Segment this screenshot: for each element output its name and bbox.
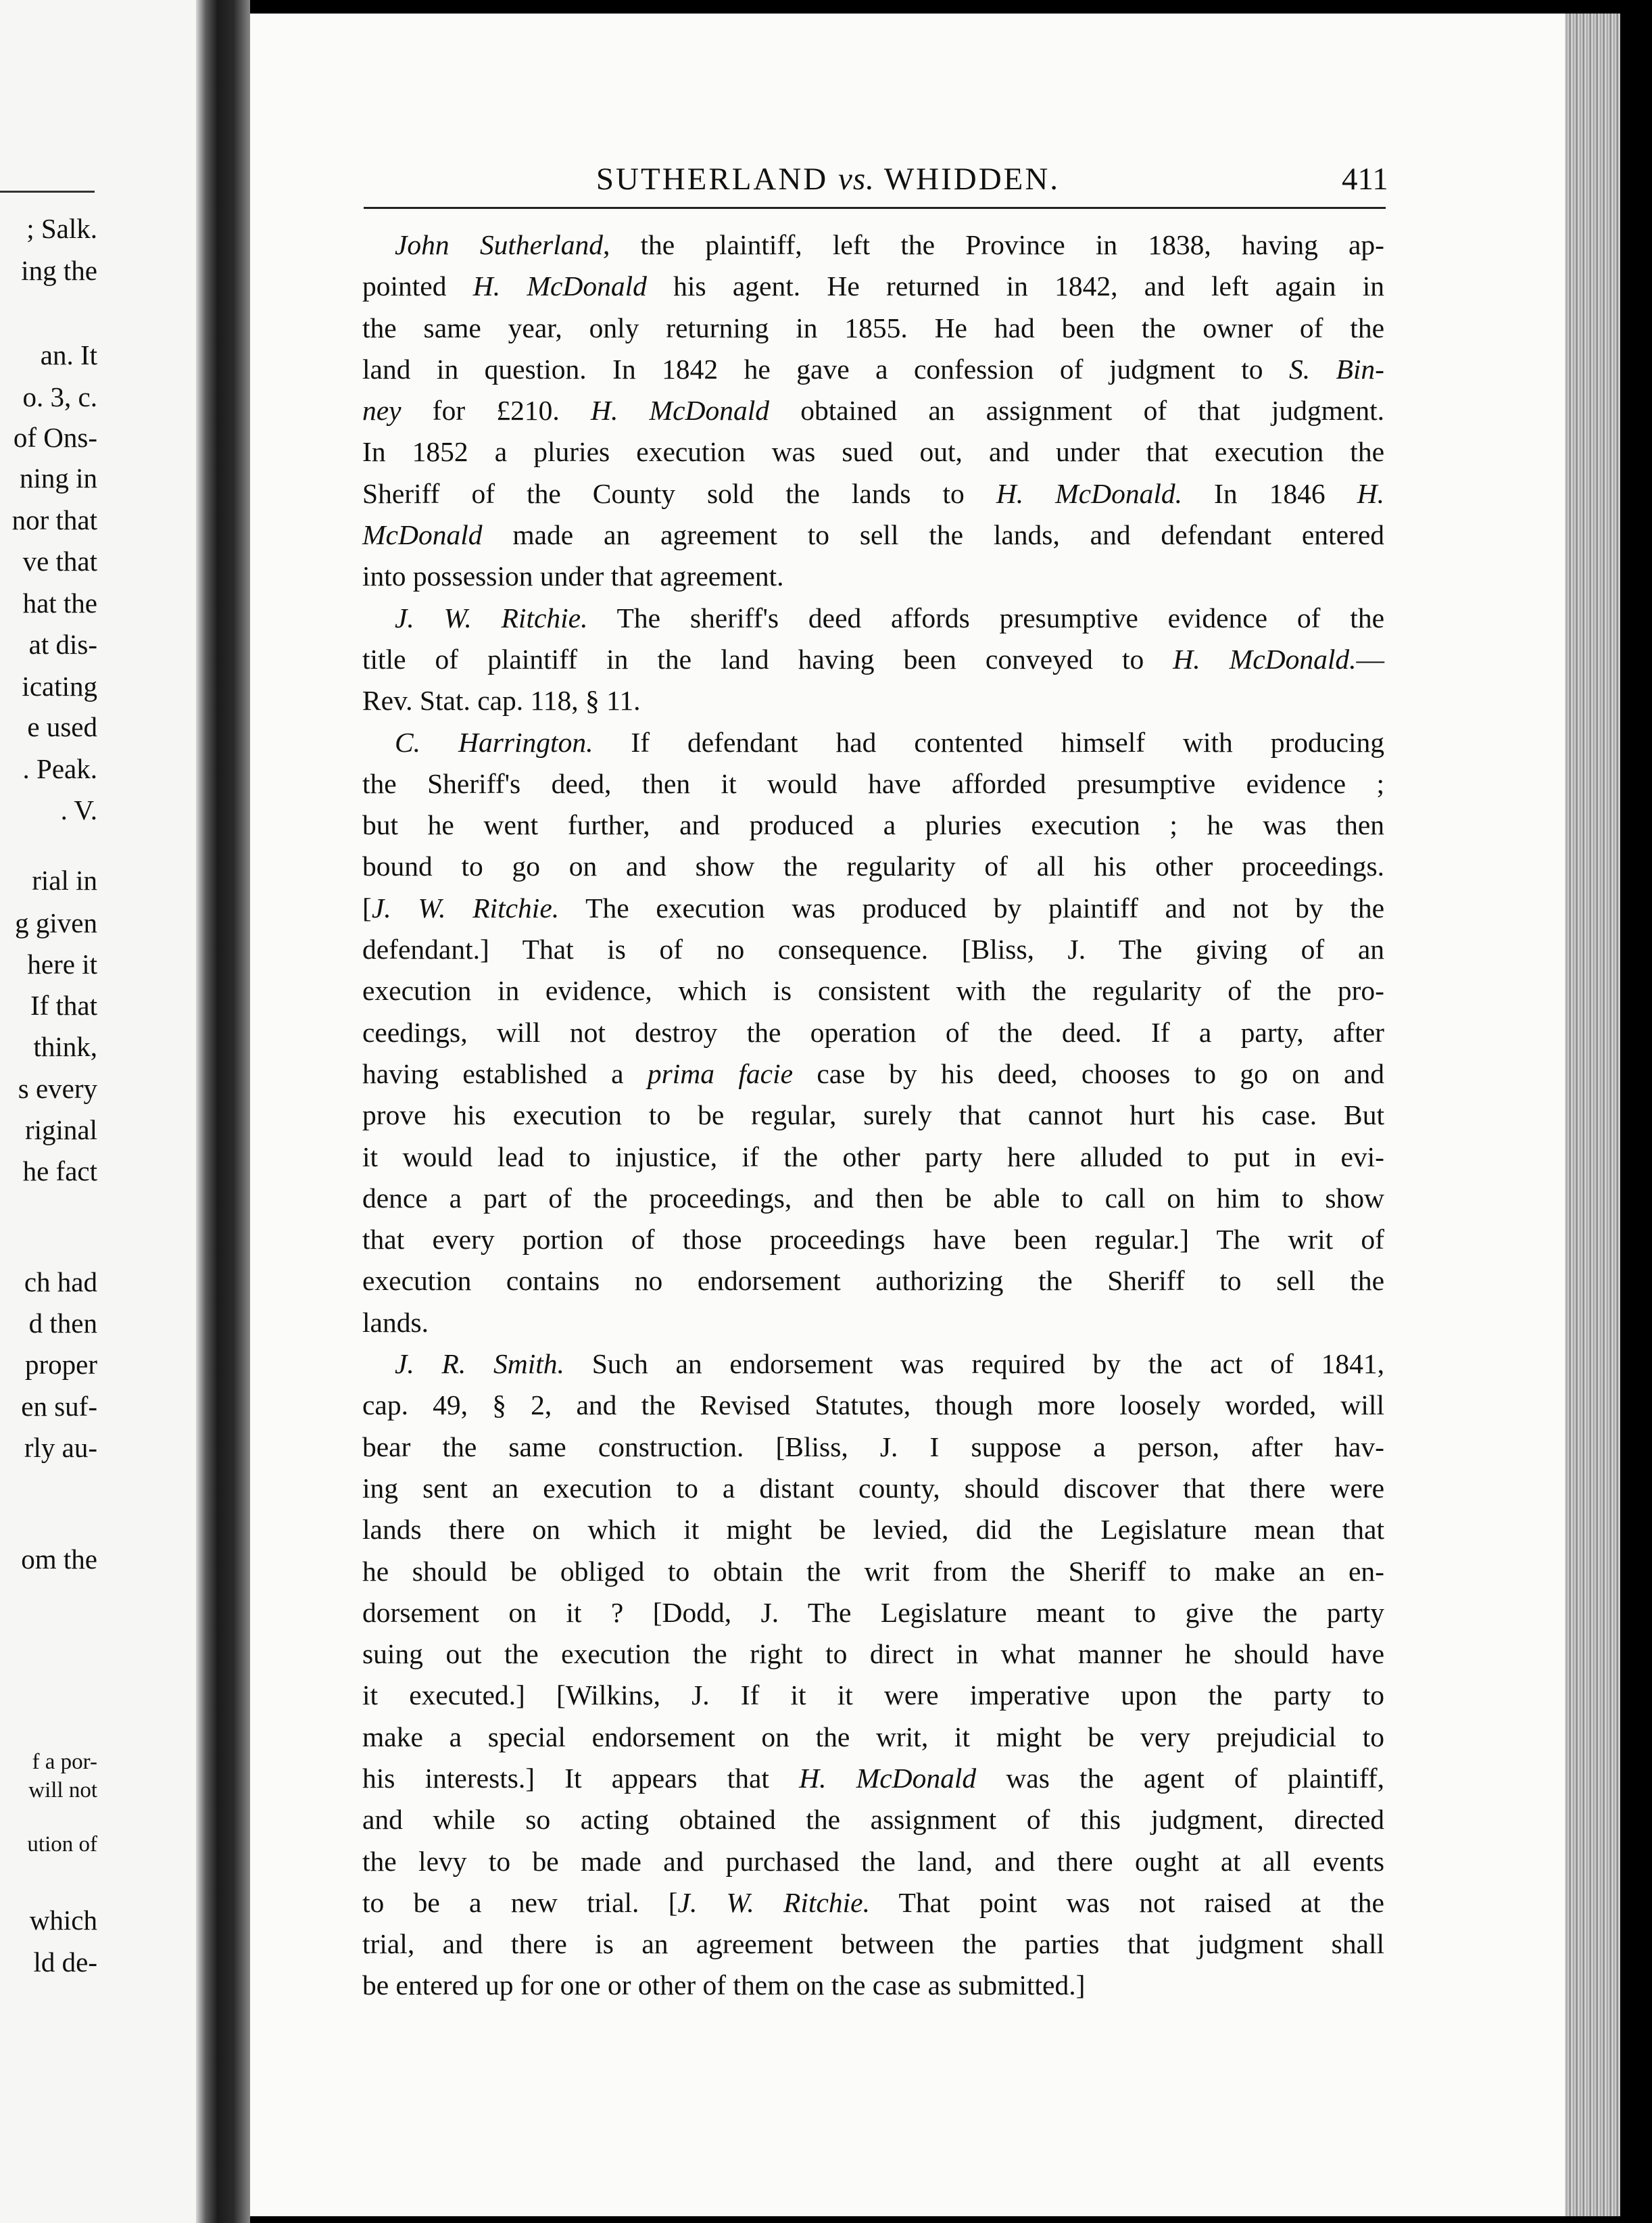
- text-segment: execution in evidence, which is consistent with the regularity of the pro-: [362, 975, 1384, 1007]
- text-segment: but he went further, and produced a pluries execution ; he was then: [362, 809, 1384, 841]
- text-segment: bear the same construction. [Bliss, J. I suppose a person, after hav-: [362, 1431, 1384, 1462]
- facing-page-line: e used: [27, 711, 97, 742]
- italic-text: H. McDonald: [590, 395, 770, 427]
- running-title-vs: vs.: [838, 162, 875, 197]
- text-segment: dence a part of the proceedings, and then be able to call on him to show: [362, 1182, 1384, 1214]
- facing-page-line: om the: [21, 1544, 97, 1575]
- italic-text: ney: [362, 395, 402, 427]
- text-segment: Rev. Stat. cap. 118, § 11.: [362, 685, 641, 717]
- facing-page-line: . V.: [60, 794, 97, 826]
- facing-page-line: will not: [28, 1778, 97, 1802]
- facing-page-line: at dis-: [28, 629, 97, 660]
- text-line: [362, 224, 1384, 266]
- text-segment: defendant.] That is of no consequence. [Bliss, J. The giving of an: [362, 934, 1384, 965]
- text-segment: bound to go on and show the regularity of all his other proceedings.: [362, 851, 1384, 882]
- text-line: [362, 1427, 1384, 1468]
- text-line: [362, 1882, 1384, 1923]
- text-segment: —: [1356, 643, 1384, 675]
- text-line: [362, 1137, 1384, 1178]
- text-line: [362, 680, 1384, 721]
- italic-text: C. Harrington.: [395, 726, 593, 758]
- facing-page-line: d then: [28, 1308, 97, 1339]
- text-segment: was the agent of plaintiff,: [976, 1762, 1385, 1794]
- text-line: [362, 1012, 1384, 1053]
- italic-text: J. W. Ritchie.: [371, 892, 560, 924]
- text-segment: title of plaintiff in the land having been conveyed to: [362, 643, 1173, 675]
- italic-text: H. McDonald.: [996, 477, 1183, 509]
- text-segment: having established a: [362, 1057, 648, 1089]
- text-segment: that every portion of those proceedings have been regular.] The writ of: [362, 1224, 1384, 1256]
- text-line: [362, 1592, 1384, 1633]
- facing-page-line: o. 3, c.: [22, 381, 97, 412]
- facing-page-line: of Ons-: [13, 422, 97, 453]
- facing-page-line: think,: [33, 1031, 97, 1062]
- italic-text: H. McDonald.: [1173, 643, 1357, 675]
- facing-page-line: ch had: [24, 1266, 97, 1297]
- text-segment: That point was not raised at the: [869, 1886, 1384, 1918]
- text-segment: ing sent an execution to a distant county, should discover that there were: [362, 1472, 1384, 1504]
- facing-page-line: an. It: [40, 339, 97, 370]
- text-segment: The execution was produced by plaintiff and not by the: [559, 892, 1384, 924]
- text-line: [362, 1053, 1384, 1095]
- text-segment: his interests.] It appears that: [362, 1762, 800, 1794]
- facing-page-line: g given: [15, 907, 97, 938]
- facing-page-line: ing the: [21, 255, 97, 286]
- text-segment: obtained an assignment of that judgment.: [769, 395, 1385, 427]
- text-line: [362, 846, 1384, 887]
- italic-text: H. McDonald: [799, 1762, 977, 1794]
- text-line: [362, 390, 1384, 431]
- text-segment: he should be obliged to obtain the writ from the Sheriff to make an en-: [362, 1555, 1384, 1587]
- book-gutter: [196, 0, 250, 2223]
- italic-text: McDonald: [362, 519, 483, 551]
- facing-page-line: If that: [30, 990, 97, 1021]
- running-header: [250, 161, 1565, 201]
- italic-text: H.: [1357, 477, 1384, 509]
- page-number: 411: [1342, 162, 1388, 197]
- text-segment: Sheriff of the County sold the lands to: [362, 477, 996, 509]
- text-line: [362, 1758, 1384, 1799]
- facing-page-fragment: [0, 0, 196, 2223]
- text-segment: lands there on which it might be levied, did the Legislature mean that: [362, 1514, 1384, 1546]
- running-title: [250, 161, 1406, 197]
- facing-page-line: which: [29, 1905, 97, 1936]
- text-line: [362, 970, 1384, 1011]
- text-segment: trial, and there is an agreement between the parties that judgment shall: [362, 1928, 1384, 1960]
- facing-page-line: ve that: [22, 546, 97, 577]
- text-line: [362, 598, 1384, 639]
- text-line: [362, 1219, 1384, 1260]
- text-segment: make a special endorsement on the writ, it might be very prejudicial to: [362, 1721, 1384, 1752]
- facing-page-line: en suf-: [21, 1391, 97, 1422]
- text-line: [362, 763, 1384, 805]
- text-segment: case by his deed, chooses to go on and: [793, 1057, 1384, 1089]
- text-line: [362, 1923, 1384, 1965]
- text-line: [362, 1551, 1384, 1592]
- facing-page-line: hat the: [22, 588, 97, 619]
- text-line: [362, 1841, 1384, 1882]
- text-line: [362, 722, 1384, 763]
- text-segment: ceedings, will not destroy the operation of the deed. If a party, after: [362, 1016, 1384, 1048]
- text-line: [362, 515, 1384, 556]
- text-line: [362, 888, 1384, 929]
- text-line: [362, 1095, 1384, 1136]
- text-segment: dorsement on it ? [Dodd, J. The Legislature meant to give the party: [362, 1596, 1384, 1628]
- facing-page-line: ld de-: [33, 1946, 97, 1978]
- text-line: [362, 639, 1384, 680]
- text-segment: If defendant had contented himself with producing: [593, 726, 1384, 758]
- text-line: [362, 1633, 1384, 1675]
- facing-page-line: riginal: [24, 1114, 97, 1145]
- facing-page-line: icating: [22, 671, 97, 702]
- text-line: [362, 266, 1384, 307]
- text-segment: the levy to be made and purchased the land, and there ought at all events: [362, 1845, 1384, 1877]
- text-line: [362, 1385, 1384, 1426]
- facing-page-line: ; Salk.: [26, 213, 97, 244]
- text-segment: lands.: [362, 1306, 429, 1338]
- italic-text: prima facie: [647, 1057, 794, 1089]
- text-line: [362, 431, 1384, 473]
- facing-page-line: ution of: [27, 1832, 97, 1857]
- text-line: [362, 1799, 1384, 1840]
- facing-page-line: ning in: [19, 462, 97, 494]
- text-line: [362, 1302, 1384, 1343]
- running-title-left: SUTHERLAND: [596, 162, 829, 197]
- facing-page-header-rule: [0, 191, 95, 193]
- text-segment: cap. 49, § 2, and the Revised Statutes, though more loosely worded, will: [362, 1389, 1384, 1421]
- book-page: [250, 14, 1565, 2216]
- text-segment: be entered up for one or other of them on the case as submitted.]: [362, 1969, 1086, 2001]
- text-segment: execution contains no endorsement authorizing the Sheriff to sell the: [362, 1265, 1384, 1297]
- text-segment: [: [362, 892, 372, 924]
- body-text: [362, 224, 1384, 2007]
- facing-page-line: here it: [27, 949, 97, 980]
- italic-text: H. McDonald: [472, 270, 647, 302]
- italic-text: J. W. Ritchie.: [395, 602, 588, 634]
- text-segment: for £210.: [401, 395, 591, 427]
- text-segment: to be a new trial. [: [362, 1886, 678, 1918]
- italic-text: S. Bin-: [1288, 353, 1384, 385]
- text-segment: and while so acting obtained the assignment of this judgment, directed: [362, 1804, 1384, 1836]
- text-line: [362, 473, 1384, 515]
- italic-text: J. W. Ritchie.: [677, 1886, 870, 1918]
- facing-page-line: he fact: [22, 1155, 97, 1187]
- facing-page-line: rly au-: [24, 1432, 97, 1463]
- text-line: [362, 308, 1384, 349]
- text-line: [362, 1675, 1384, 1716]
- running-title-right: WHIDDEN.: [883, 162, 1061, 197]
- text-segment: made an agreement to sell the lands, and defendant entered: [482, 519, 1384, 551]
- facing-page-line: proper: [24, 1349, 97, 1380]
- facing-page-line: nor that: [11, 504, 97, 535]
- text-line: [362, 349, 1384, 390]
- facing-page-line: s every: [18, 1073, 97, 1104]
- italic-text: John Sutherland: [395, 229, 603, 260]
- header-rule: [364, 207, 1386, 209]
- facing-page-line: f a por-: [32, 1750, 97, 1774]
- text-line: [362, 1965, 1384, 2006]
- text-segment: his agent. He returned in 1842, and left again in: [646, 270, 1384, 302]
- text-line: [362, 1178, 1384, 1219]
- text-segment: In 1852 a pluries execution was sued out, and under that execution the: [362, 436, 1384, 468]
- text-segment: pointed: [362, 270, 473, 302]
- page-edges: [1565, 14, 1620, 2216]
- text-segment: land in question. In 1842 he gave a confession of judgment to: [362, 353, 1289, 385]
- text-segment: suing out the execution the right to direct in what manner he should have: [362, 1638, 1384, 1670]
- text-line: [362, 556, 1384, 597]
- text-segment: into possession under that agreement.: [362, 560, 784, 592]
- text-segment: it would lead to injustice, if the other party here alluded to put in evi-: [362, 1141, 1384, 1172]
- text-line: [362, 805, 1384, 846]
- text-segment: it executed.] [Wilkins, J. If it it were imperative upon the party to: [362, 1679, 1384, 1711]
- text-segment: prove his execution to be regular, surely that cannot hurt his case. But: [362, 1099, 1384, 1131]
- text-line: [362, 1260, 1384, 1301]
- italic-text: J. R. Smith.: [395, 1348, 564, 1380]
- text-segment: In 1846: [1182, 477, 1357, 509]
- text-line: [362, 1717, 1384, 1758]
- text-segment: , the plaintiff, left the Province in 1838, having ap-: [602, 229, 1384, 260]
- text-line: [362, 1509, 1384, 1550]
- text-segment: Such an endorsement was required by the act of 1841,: [564, 1348, 1384, 1380]
- text-segment: the Sheriff's deed, then it would have afforded presumptive evidence ;: [362, 767, 1384, 799]
- text-segment: the same year, only returning in 1855. He had been the owner of the: [362, 312, 1384, 343]
- text-line: [362, 1343, 1384, 1385]
- facing-page-line: . Peak.: [22, 753, 97, 784]
- facing-page-line: rial in: [32, 865, 97, 896]
- text-line: [362, 929, 1384, 970]
- text-line: [362, 1468, 1384, 1509]
- text-segment: The sheriff's deed affords presumptive evidence of the: [587, 602, 1384, 634]
